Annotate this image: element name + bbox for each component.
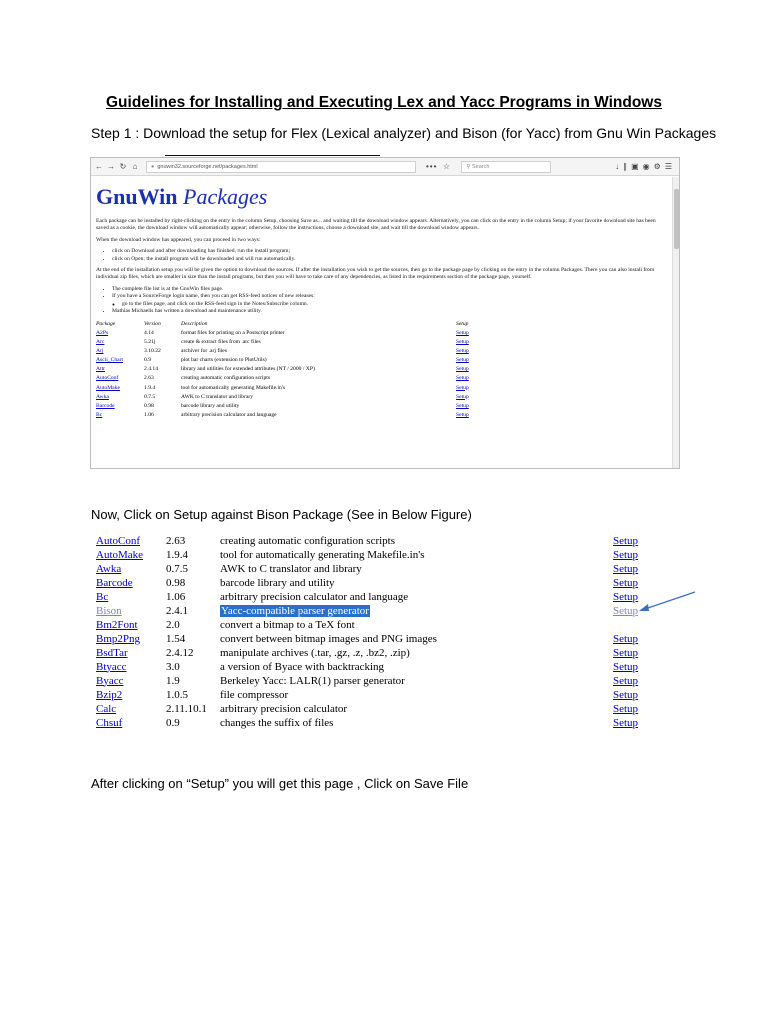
page-actions-icon[interactable]: ••• (426, 162, 438, 171)
package-link[interactable]: Chsuf (96, 716, 123, 729)
description-cell: tool for automatically generating Makefile.in's (181, 384, 285, 391)
table-row (96, 365, 496, 374)
toolbar-right-icons[interactable]: ↓∥▣◉⚙☰ (615, 162, 676, 171)
search-icon: ⚲ (466, 163, 472, 170)
setup-link[interactable]: Setup (456, 348, 469, 355)
table-row (96, 383, 496, 392)
package-table (96, 534, 653, 730)
package-link[interactable]: Awka (96, 562, 122, 575)
url-text: gnuwin32.sourceforge.net/packages.html (157, 163, 258, 170)
setup-link[interactable]: Setup (613, 604, 639, 617)
table-row (96, 392, 496, 401)
table-row (96, 374, 496, 383)
version-cell: 1.9.4 (144, 384, 156, 391)
setup-link[interactable]: Setup (613, 562, 639, 575)
list-item: • If you have a SourceForge login name, then you can get RSS-feed notices of new releases: ◦ go to the files page, and click on the RSS-feed sign in the Notes/Subscribe column. (112, 293, 667, 308)
list-item: • click on Open; the install program will be downloaded and will run automatically. (112, 256, 667, 263)
package-link[interactable]: Bzip2 (96, 688, 123, 701)
table-row (96, 716, 653, 730)
package-link[interactable]: Arj (96, 348, 104, 355)
intro-paragraph: Each package can be installed by right-clicking on the entry in the column Setup, choosing Save as... and waiting till the download window appears. Alternatively, you can click on the entry in the column Setup; if your favorite download site has been saved as a cookie, the download window will automatically appear; otherwise, follow the instructions, choose a download site, and wait till the download window appears. (96, 218, 656, 232)
setup-link[interactable]: Setup (613, 716, 639, 729)
version-cell: 2.4.14 (144, 366, 158, 373)
package-link[interactable]: A2Ps (96, 330, 109, 337)
setup-link[interactable]: Setup (456, 411, 469, 418)
description-cell: file compressor (220, 688, 289, 701)
package-link[interactable]: Calc (96, 702, 117, 715)
mini-package-table (96, 319, 496, 419)
table-row (96, 328, 496, 337)
info-list (96, 286, 667, 316)
package-link[interactable]: Byacc (96, 674, 124, 687)
setup-link[interactable]: Setup (456, 402, 469, 409)
setup-link[interactable]: Setup (613, 646, 639, 659)
description-cell: creating automatic configuration scripts (220, 534, 396, 547)
description-cell: AWK to C translator and library (220, 562, 362, 575)
web-page (91, 176, 679, 468)
url-bar[interactable] (146, 161, 416, 173)
list-item: • The complete file list is at the GnuWin files page. (112, 286, 667, 293)
table-row (96, 674, 653, 688)
description-cell: tool for automatically generating Makefile.in's (220, 548, 425, 561)
description-cell: convert between bitmap images and PNG images (220, 632, 437, 645)
version-cell: 1.9 (166, 674, 180, 687)
gnuwin-logo: GnuWin Packages (96, 184, 268, 209)
now-click-heading: Now, Click on Setup against Bison Package (See in Below Figure) (91, 507, 472, 522)
description-cell: convert a bitmap to a TeX font (220, 618, 355, 631)
package-link[interactable]: Bc (96, 411, 103, 418)
setup-link[interactable]: Setup (456, 375, 469, 382)
col-header-package: Package (96, 320, 116, 327)
table-row (96, 534, 653, 548)
bookmark-star-icon[interactable]: ☆ (442, 162, 450, 171)
col-header-version: Version (144, 320, 161, 327)
setup-link[interactable]: Setup (456, 393, 469, 400)
table-row (96, 347, 496, 356)
setup-link[interactable]: Setup (613, 548, 639, 561)
description-cell: barcode library and utility (181, 402, 240, 409)
package-link[interactable]: Awka (96, 393, 109, 400)
package-link[interactable]: Bmp2Png (96, 632, 141, 645)
version-cell: 0.98 (144, 402, 154, 409)
package-link[interactable]: AutoConf (96, 534, 140, 547)
package-link[interactable]: Attr (96, 366, 106, 373)
forward-icon[interactable]: → (107, 162, 115, 171)
version-cell: 3.0 (166, 660, 180, 673)
table-row-bison (96, 604, 653, 618)
pointer-arrow-icon (635, 590, 697, 614)
description-cell: arbitrary precision calculator (220, 702, 348, 715)
description-cell: format files for printing on a Postscript printer (181, 330, 285, 337)
version-cell: 2.63 (166, 534, 186, 547)
table-row (96, 702, 653, 716)
table-row (96, 410, 496, 419)
table-row (96, 646, 653, 660)
setup-link[interactable]: Setup (456, 357, 469, 364)
package-link[interactable]: Barcode (96, 402, 115, 409)
setup-link[interactable]: Setup (613, 688, 639, 701)
table-row (96, 590, 653, 604)
version-cell: 2.11.10.1 (166, 702, 207, 715)
sources-paragraph: At the end of the installation setup you will be given the option to download the sources. If after the installation you wish to get the sources, then go to the package page by clicking on the entry in the column Packages. There you can also install from individual zip files, which are smaller in size than the install programs, but then you will have to take care of any dependencies, as listed in the requirements section of the package page, yourself. (96, 267, 655, 281)
setup-link[interactable]: Setup (613, 674, 639, 687)
table-row (96, 618, 653, 632)
lock-icon: ● (151, 163, 155, 170)
setup-link[interactable]: Setup (613, 632, 639, 645)
description-cell: arbitrary precision calculator and language (181, 411, 277, 418)
description-cell: create & extract files from .arc files (181, 339, 261, 346)
package-link[interactable]: Bm2Font (96, 618, 138, 631)
description-cell: creating automatic configuration scripts (181, 375, 271, 382)
browser-toolbar (91, 158, 679, 176)
table-row (96, 632, 653, 646)
setup-link[interactable]: Setup (613, 576, 639, 589)
package-link[interactable]: BsdTar (96, 646, 128, 659)
step1-heading: Step 1 : Download the setup for Flex (Lexical analyzer) and Bison (for Yacc) from Gnu Win Packages (91, 125, 717, 141)
table-row (96, 548, 653, 562)
description-cell: AWK to C translator and library (181, 393, 254, 400)
document-title: Guidelines for Installing and Executing Lex and Yacc Programs in Windows (106, 94, 662, 111)
description-cell: archiver for .arj files (181, 348, 227, 355)
description-cell: manipulate archives (.tar, .gz, .z, .bz2, .zip) (220, 646, 410, 659)
list-item: • Mathias Michaelis has written a download and maintenance utility. (112, 308, 667, 315)
package-link[interactable]: Bc (96, 590, 109, 603)
setup-link[interactable]: Setup (456, 366, 469, 373)
setup-link[interactable]: Setup (613, 590, 639, 603)
table-row (96, 576, 653, 590)
package-link[interactable]: Btyacc (96, 660, 127, 673)
version-cell: 4.14 (144, 330, 154, 337)
package-link[interactable]: Barcode (96, 576, 133, 589)
table-row (96, 562, 653, 576)
setup-link[interactable]: Setup (456, 330, 469, 337)
col-header-description: Description (181, 320, 208, 327)
highlighted-description: Yacc-compatible parser generator (221, 604, 369, 617)
table-row (96, 338, 496, 347)
download-options (96, 248, 667, 263)
version-cell: 0.9 (144, 357, 151, 364)
setup-link[interactable]: Setup (613, 534, 639, 547)
browser-screenshot (90, 157, 680, 469)
table-row (96, 401, 496, 410)
download-paragraph: When the download window has appeared, you can proceed in two ways: (96, 236, 261, 243)
version-cell: 1.06 (144, 411, 154, 418)
version-cell: 2.0 (166, 618, 180, 631)
version-cell: 1.0.5 (166, 688, 188, 701)
version-cell: 1.9.4 (166, 548, 188, 561)
description-cell: plot bar charts (extension to PlotUtils) (181, 357, 267, 364)
description-cell: Berkeley Yacc: LALR(1) parser generator (220, 674, 405, 687)
package-link[interactable]: Arc (96, 339, 105, 346)
setup-link[interactable]: Setup (613, 660, 639, 673)
description-cell: arbitrary precision calculator and language (220, 590, 409, 603)
setup-link[interactable]: Setup (456, 384, 469, 391)
version-cell: 0.7.5 (144, 393, 156, 400)
version-cell: 0.9 (166, 716, 180, 729)
version-cell: 1.06 (166, 590, 186, 603)
version-cell: 2.4.12 (166, 646, 194, 659)
description-cell: changes the suffix of files (220, 716, 334, 729)
description-cell: library and utilities for extended attributes (NT / 2000 / XP) (181, 366, 315, 373)
reload-icon[interactable]: ↻ (119, 162, 127, 171)
description-cell: a version of Byace with backtracking (220, 660, 385, 673)
version-cell: 1.54 (166, 632, 186, 645)
package-link[interactable]: AutoMake (96, 548, 144, 561)
search-input[interactable] (461, 161, 551, 173)
version-cell: 3.10.22 (144, 348, 161, 355)
setup-link[interactable]: Setup (456, 339, 469, 346)
package-link[interactable]: Ascii_Chart (96, 357, 124, 364)
table-row (96, 660, 653, 674)
version-cell: 2.63 (144, 375, 154, 382)
version-cell: 2.4.1 (166, 604, 188, 617)
description-cell: barcode library and utility (220, 576, 335, 589)
table-row (96, 356, 496, 365)
search-placeholder: Search (471, 163, 490, 170)
table-row (96, 688, 653, 702)
package-link[interactable]: AutoMake (96, 384, 120, 391)
back-icon[interactable]: ← (95, 162, 103, 171)
version-cell: 5.21j (144, 339, 156, 346)
version-cell: 0.98 (166, 576, 186, 589)
version-cell: 0.7.5 (166, 562, 188, 575)
col-header-setup: Setup (456, 320, 469, 327)
home-icon[interactable]: ⌂ (132, 162, 138, 171)
package-link[interactable]: AutoConf (96, 375, 119, 382)
divider (165, 155, 380, 156)
list-item: ◦ go to the files page, and click on the RSS-feed sign in the Notes/Subscribe column. (122, 301, 667, 308)
setup-link[interactable]: Setup (613, 702, 639, 715)
list-item: • click on Download and after downloading has finished, run the install program; (112, 248, 667, 255)
after-click-heading: After clicking on “Setup” you will get this page , Click on Save File (91, 776, 469, 791)
package-link[interactable]: Bison (96, 604, 122, 617)
